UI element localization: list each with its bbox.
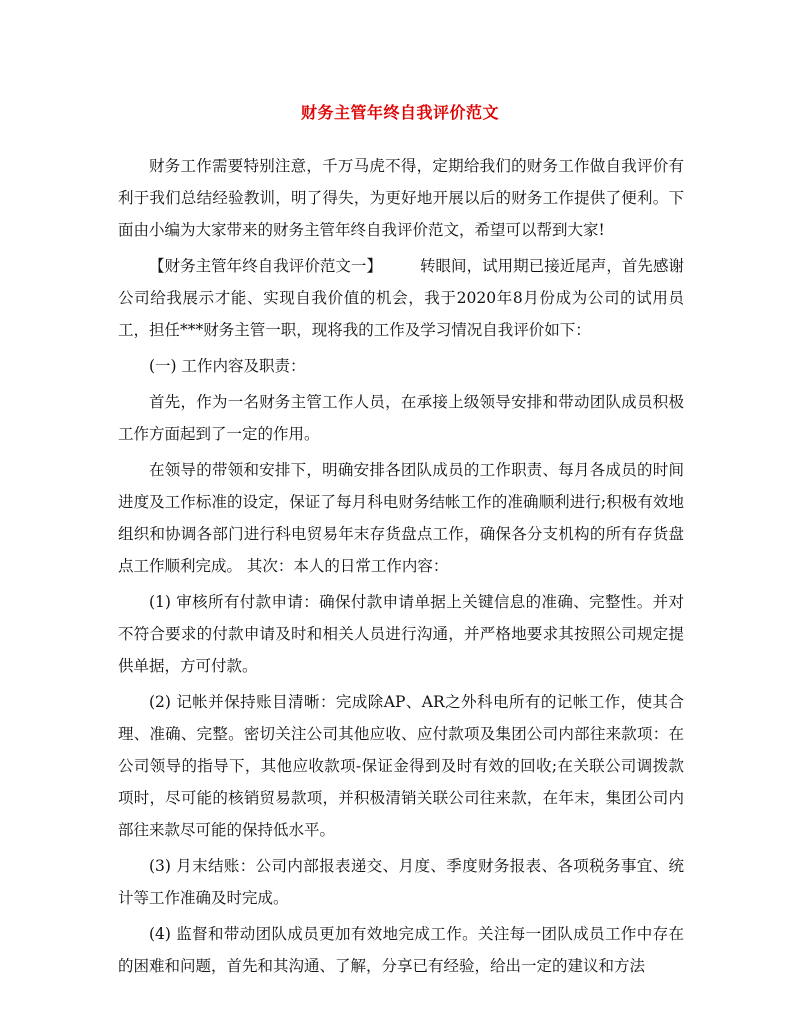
list-item-2: (2) 记帐并保持账目清晰：完成除AP、AR之外科电所有的记帐工作，使其合理、准确、完整。密切关注公司其他应收、应付款项及集团公司内部往来款项：在公司领导的指导下，其他应收款项-保证金得到及时有效的回收;在关联公司调拨款项时，尽可能的核销贸易款项，并积极清销关联公司往来款，在年末，集团公司内部往来款尽可能的保持低水平。 (118, 693, 684, 839)
section-one-paragraph (118, 250, 684, 346)
list-item-3: (3) 月末结账：公司内部报表递交、月度、季度财务报表、各项税务事宜、统计等工作准确及时完成。 (118, 857, 684, 907)
body-paragraph-leadership: 在领导的带领和安排下，明确安排各团队成员的工作职责、每月各成员的时间进度及工作标准的设定，保证了每月科电财务结帐工作的准确顺利进行;积极有效地组织和协调各部门进行科电贸易年末存货盘点工作，确保各分支机构的所有存货盘点工作顺利完成。 其次：本人的日常工作内容： (118, 461, 684, 575)
document-title: 财务主管年终自我评价范文 (300, 103, 499, 122)
work-duties-heading: (一) 工作内容及职责： (149, 357, 306, 375)
list-item-1: (1) 审核所有付款申请：确保付款申请单据上关键信息的准确、完整性。并对不符合要求的付款申请及时和相关人员进行沟通，并严格地要求其按照公司规定提供单据，方可付款。 (118, 593, 684, 675)
list-item-4: (4) 监督和带动团队成员更加有效地完成工作。关注每一团队成员工作中存在的困难和问题，首先和其沟通、了解，分享已有经验，给出一定的建议和方法 (118, 925, 684, 975)
document-body (118, 150, 684, 986)
body-paragraph-first: 首先，作为一名财务主管工作人员，在承接上级领导安排和带动团队成员积极工作方面起到了一定的作用。 (118, 393, 684, 443)
section-one-text: 转眼间，试用期已接近尾声，首先感谢公司给我展示才能、实现自我价值的机会，我于2020年8月份成为公司的试用员工，担任***财务主管一职，现将我的工作及学习情况自我评价如下： (118, 257, 684, 339)
section-one-heading: 【财务主管年终自我评价范文一】 (149, 257, 382, 275)
intro-paragraph: 财务工作需要特别注意，千万马虎不得，定期给我们的财务工作做自我评价有利于我们总结经验教训，明了得失，为更好地开展以后的财务工作提供了便利。下面由小编为大家带来的财务主管年终自我评价范文，希望可以帮到大家! (118, 157, 684, 239)
